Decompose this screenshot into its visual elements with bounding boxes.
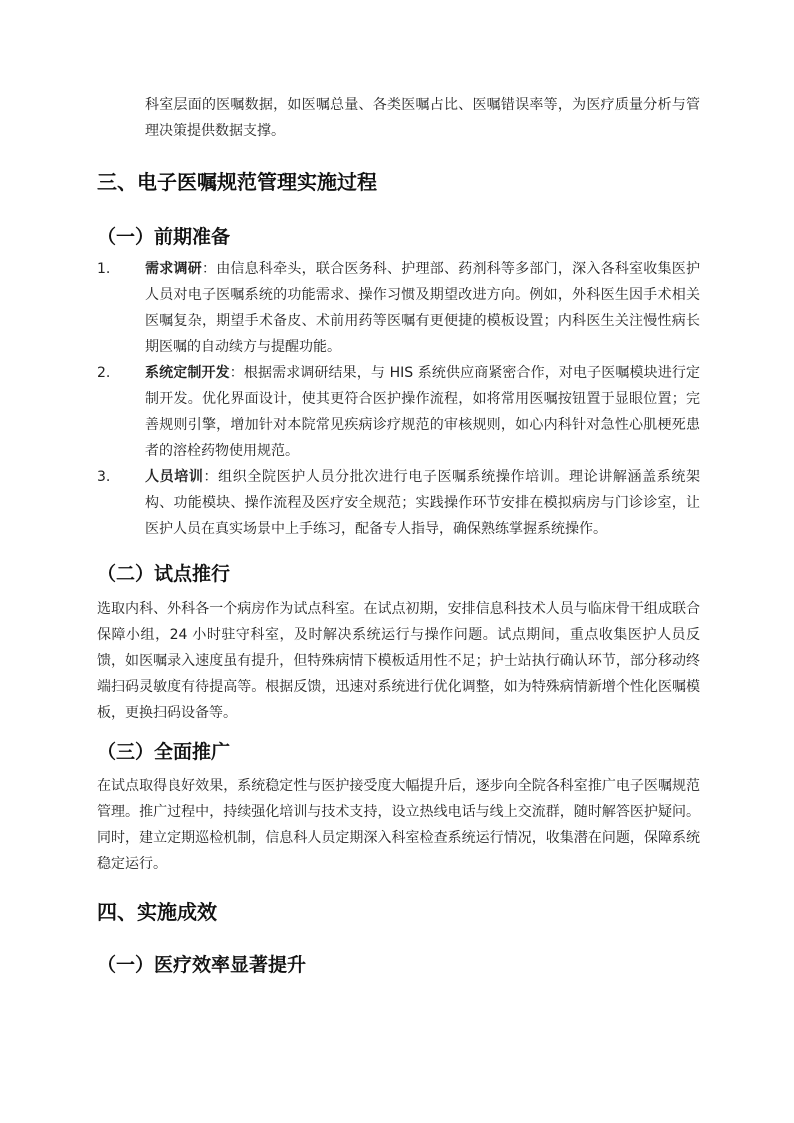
list-item-number: 3. [97, 469, 111, 485]
section-3-heading: 三、电子医嘱规范管理实施过程 [97, 170, 377, 194]
section-4-heading: 四、实施成效 [97, 900, 217, 924]
list-item-text: ：根据需求调研结果，与 HIS 系统供应商紧密合作，对电子医嘱模块进行定制开发。优化界面设计，使其更符合医护操作流程，如将常用医嘱按钮置于显眼位置；完善规则引擎，增加针对本院常见疾病诊疗规范的审核规则，如心内科针对急性心肌梗死患者的溶栓药物使用规范。 [145, 365, 700, 459]
list-item-term: 系统定制开发 [145, 365, 230, 381]
subsection-3-2-paragraph: 选取内科、外科各一个病房作为试点科室。在试点初期，安排信息科技术人员与临床骨干组成联合保障小组，24 小时驻守科室，及时解决系统运行与操作问题。试点期间，重点收集医护人员反馈，如医嘱录入速度虽有提升，但特殊病情下模板适用性不足；护士站执行确认环节，部分移动终端扫码灵敏度有待提高等。根据反馈，迅速对系统进行优化调整，如为特殊病情新增个性化医嘱模板，更换扫码设备等。 [97, 601, 700, 721]
list-item-term: 人员培训 [145, 469, 204, 485]
list-item-number: 1. [97, 261, 111, 277]
list-item-body [145, 464, 700, 542]
list-item-text: ：组织全院医护人员分批次进行电子医嘱系统操作培训。理论讲解涵盖系统架构、功能模块、操作流程及医疗安全规范；实践操作环节安排在模拟病房与门诊诊室，让医护人员在真实场景中上手练习，配备专人指导，确保熟练掌握系统操作。 [145, 469, 701, 537]
subsection-3-3-paragraph: 在试点取得良好效果，系统稳定性与医护接受度大幅提升后，逐步向全院各科室推广电子医嘱规范管理。推广过程中，持续强化培训与技术支持，设立热线电话与线上交流群，随时解答医护疑问。同时，建立定期巡检机制，信息科人员定期深入科室检查系统运行情况，收集潜在问题，保障系统稳定运行。 [97, 778, 700, 872]
subsection-3-1-heading: （一）前期准备 [97, 226, 231, 248]
subsection-4-1-heading: （一）医疗效率显著提升 [97, 954, 307, 976]
list-item-term: 需求调研 [145, 261, 202, 277]
subsection-3-2-heading: （二）试点推行 [97, 563, 231, 585]
list-item-body [145, 360, 700, 464]
subsection-3-3-heading: （三）全面推广 [97, 741, 231, 763]
list-item-body [145, 256, 700, 360]
list-item-text: ：由信息科牵头，联合医务科、护理部、药剂科等多部门，深入各科室收集医护人员对电子医嘱系统的功能需求、操作习惯及期望改进方向。例如，外科医生因手术相关医嘱复杂，期望手术备皮、术前用药等医嘱有更便捷的模板设置；内科医生关注慢性病长期医嘱的自动续方与提醒功能。 [145, 261, 701, 355]
intro-paragraph: 科室层面的医嘱数据，如医嘱总量、各类医嘱占比、医嘱错误率等，为医疗质量分析与管理决策提供数据支撑。 [145, 97, 700, 139]
list-item-number: 2. [97, 365, 111, 381]
